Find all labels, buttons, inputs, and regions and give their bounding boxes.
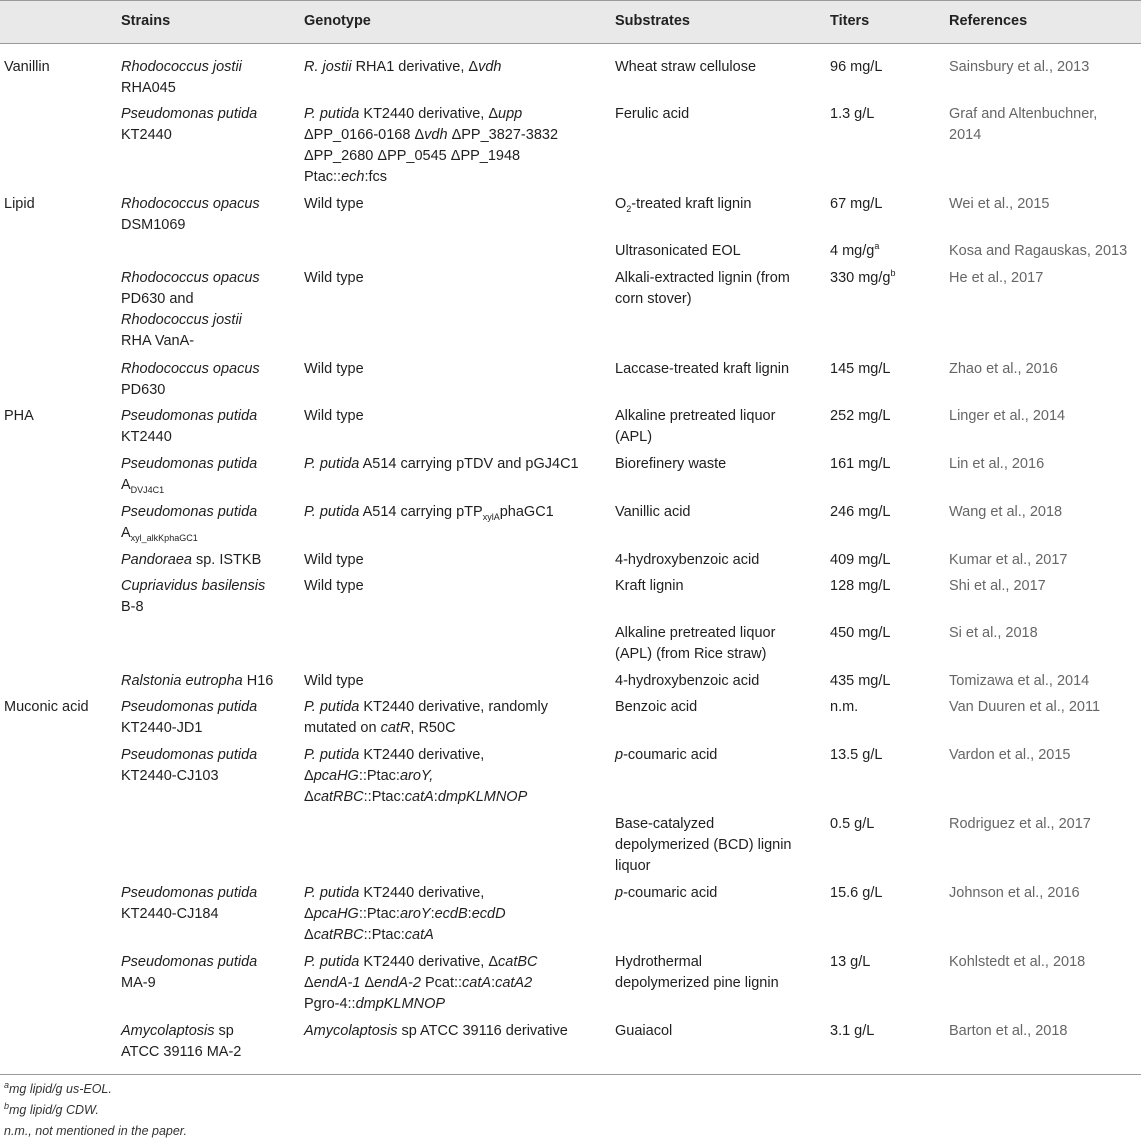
table-bottom-rule (0, 1074, 1141, 1075)
substrate-cell: 4-hydroxybenzoic acid (615, 673, 760, 689)
strain-cell: Amycolaptosis sp ATCC 39116 MA-2 (121, 1023, 242, 1060)
reference-cell: Van Duuren et al., 2011 (949, 699, 1101, 715)
titer-cell: 246 mg/L (830, 504, 891, 520)
product-cell: Muconic acid (4, 699, 89, 715)
substrate-cell: p-coumaric acid (615, 747, 718, 763)
titer-cell: 3.1 g/L (830, 1023, 875, 1039)
genotype-cell: P. putida A514 carrying pTP$_{xylA}$phaGC1 (304, 504, 554, 522)
titer-cell: n.m. (830, 699, 859, 715)
genotype-cell: Wild type (304, 673, 364, 689)
reference-cell: Sainsbury et al., 2013 (949, 59, 1090, 75)
strain-cell: Pseudomonas putida KT2440 (121, 106, 258, 143)
strain-cell: Rhodococcus jostii RHA045 (121, 59, 242, 96)
strain-cell: Pseudomonas putida KT2440-CJ103 (121, 747, 258, 784)
titer-cell: 4 $mg/g^a$ (830, 241, 880, 259)
reference-cell: Kosa and Ragauskas, 2013 (949, 243, 1128, 259)
reference-cell: Si et al., 2018 (949, 625, 1038, 641)
substrate-cell: p-coumaric acid (615, 885, 718, 901)
substrate-cell: Benzoic acid (615, 699, 698, 715)
titer-cell: 161 mg/L (830, 456, 891, 472)
reference-cell: Lin et al., 2016 (949, 456, 1045, 472)
genotype-cell: Wild type (304, 361, 364, 377)
genotype-cell: P. putida KT2440 derivative, ΔcatBC ΔendA-1 ΔendA-2 Pcat::catA:catA2 Pgro-4::dmpKLMNOP (304, 954, 538, 1012)
reference-cell: Johnson et al., 2016 (949, 885, 1080, 901)
titer-cell: 96 mg/L (830, 59, 883, 75)
titer-cell: 450 mg/L (830, 625, 891, 641)
strain-cell: Pseudomonas putida KT2440-JD1 (121, 699, 258, 736)
strain-cell: Pseudomonas putida $A_{xyl\_alkKphaGC1}$ (121, 504, 258, 543)
genotype-cell: Amycolaptosis sp ATCC 39116 derivative (304, 1023, 568, 1039)
titer-cell: 435 mg/L (830, 673, 891, 689)
substrate-cell: Alkaline pretreated liquor (APL) (from Rice straw) (615, 625, 776, 662)
reference-cell: Kohlstedt et al., 2018 (949, 954, 1086, 970)
product-cell: Vanillin (4, 59, 50, 75)
titer-cell: 145 mg/L (830, 361, 891, 377)
substrate-cell: Ferulic acid (615, 106, 690, 122)
strain-cell: Pseudomonas putida $A_{DVJ4C1}$ (121, 456, 258, 495)
reference-cell: Rodriguez et al., 2017 (949, 816, 1091, 832)
reference-cell: Shi et al., 2017 (949, 578, 1046, 594)
genotype-cell: P. putida KT2440 derivative, Δupp ΔPP_0166-0168 Δvdh ΔPP_3827-3832 ΔPP_2680 ΔPP_0545 ΔPP_1948 Ptac::ech:fcs (304, 106, 559, 185)
titer-cell: 1.3 g/L (830, 106, 875, 122)
strain-cell: Rhodococcus opacus PD630 and Rhodococcus jostii RHA VanA- (121, 270, 260, 349)
genotype-cell: P. putida A514 carrying pTDV and pGJ4C1 (304, 456, 579, 472)
strain-cell: Cupriavidus basilensis B-8 (121, 578, 266, 615)
titer-cell: 15.6 g/L (830, 885, 883, 901)
product-cell: Lipid (4, 196, 35, 212)
reference-cell: He et al., 2017 (949, 270, 1044, 286)
table-header (0, 0, 1141, 44)
substrate-cell: Hydrothermal depolymerized pine lignin (615, 954, 779, 991)
genotype-cell: Wild type (304, 552, 364, 568)
substrate-cell: 4-hydroxybenzoic acid (615, 552, 760, 568)
titer-cell: 0.5 g/L (830, 816, 875, 832)
reference-cell: Graf and Altenbuchner, 2014 (949, 106, 1098, 143)
substrate-cell: Guaiacol (615, 1023, 673, 1039)
reference-cell: Barton et al., 2018 (949, 1023, 1068, 1039)
header-references: References (949, 13, 1028, 29)
reference-cell: Vardon et al., 2015 (949, 747, 1071, 763)
reference-cell: Kumar et al., 2017 (949, 552, 1068, 568)
header-titers: Titers (830, 13, 870, 29)
genotype-cell: Wild type (304, 578, 364, 594)
titer-cell: 67 mg/L (830, 196, 883, 212)
strain-cell: Ralstonia eutropha H16 (121, 673, 274, 689)
reference-cell: Tomizawa et al., 2014 (949, 673, 1090, 689)
substrate-cell: Laccase-treated kraft lignin (615, 361, 790, 377)
genotype-cell: Wild type (304, 270, 364, 286)
titer-cell: 252 mg/L (830, 408, 891, 424)
genotype-cell: P. putida KT2440 derivative, randomly mutated on catR, R50C (304, 699, 548, 736)
reference-cell: Linger et al., 2014 (949, 408, 1066, 424)
strain-cell: Pandoraea sp. ISTKB (121, 552, 262, 568)
substrate-cell: Alkali-extracted lignin (from corn stover) (615, 270, 790, 307)
product-cell: PHA (4, 408, 34, 424)
substrate-cell: $O_2$-treated kraft lignin (615, 196, 752, 214)
header-substrates: Substrates (615, 13, 690, 29)
substrate-cell: Biorefinery waste (615, 456, 727, 472)
titer-cell: 13 g/L (830, 954, 871, 970)
reference-cell: Zhao et al., 2016 (949, 361, 1058, 377)
substrate-cell: Ultrasonicated EOL (615, 243, 741, 259)
genotype-cell: P. putida KT2440 derivative, ΔpcaHG::Ptac:aroY, ΔcatRBC::Ptac:catA:dmpKLMNOP (304, 747, 528, 805)
substrate-cell: Base-catalyzed depolymerized (BCD) lignin liquor (615, 816, 792, 874)
titer-cell: 409 mg/L (830, 552, 891, 568)
header-genotype: Genotype (304, 13, 371, 29)
titer-cell: 330 $mg/g^b$ (830, 268, 896, 286)
genotype-cell: P. putida KT2440 derivative, ΔpcaHG::Ptac:aroY:ecdB:ecdD ΔcatRBC::Ptac:catA (304, 885, 506, 943)
footnote: n.m., not mentioned in the paper. (4, 1124, 187, 1138)
strain-cell: Pseudomonas putida MA-9 (121, 954, 258, 991)
genotype-cell: Wild type (304, 408, 364, 424)
titer-cell: 128 mg/L (830, 578, 891, 594)
strain-cell: Rhodococcus opacus PD630 (121, 361, 260, 398)
footnote: $^b$mg lipid/g CDW. (4, 1100, 99, 1117)
strain-cell: Rhodococcus opacus DSM1069 (121, 196, 260, 233)
reference-cell: Wang et al., 2018 (949, 504, 1063, 520)
genotype-cell: R. jostii RHA1 derivative, Δvdh (304, 59, 502, 75)
titer-cell: 13.5 g/L (830, 747, 883, 763)
genotype-cell: Wild type (304, 196, 364, 212)
substrate-cell: Wheat straw cellulose (615, 59, 757, 75)
substrate-cell: Kraft lignin (615, 578, 684, 594)
footnote: $^a$mg lipid/g us-EOL. (4, 1079, 112, 1096)
reference-cell: Wei et al., 2015 (949, 196, 1050, 212)
substrate-cell: Alkaline pretreated liquor (APL) (615, 408, 776, 445)
strain-cell: Pseudomonas putida KT2440-CJ184 (121, 885, 258, 922)
header-strains: Strains (121, 13, 171, 29)
substrate-cell: Vanillic acid (615, 504, 691, 520)
strain-cell: Pseudomonas putida KT2440 (121, 408, 258, 445)
